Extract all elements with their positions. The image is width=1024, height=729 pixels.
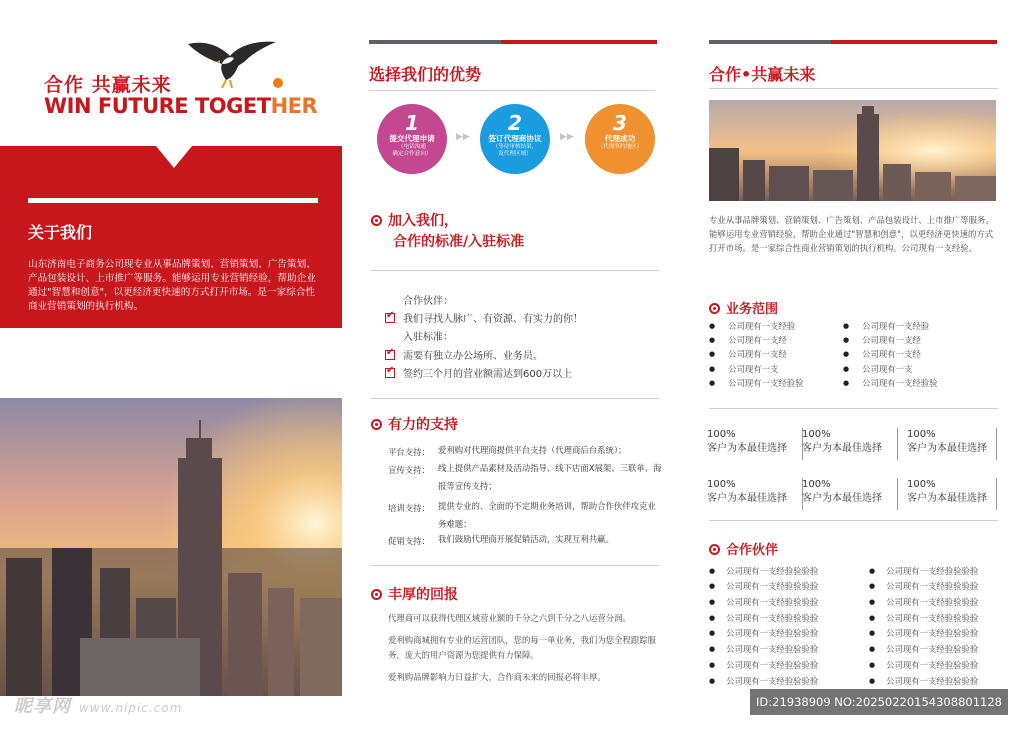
support-key: 促销支持： (388, 536, 430, 546)
stat-label: 客户为本最佳选择 (802, 493, 882, 504)
scope-heading (709, 298, 778, 317)
scope-item: ● 公司现有一支经 (843, 334, 921, 346)
step-2 (480, 104, 550, 174)
step-title: 提交代理申请 (389, 134, 435, 143)
join-line-check (385, 347, 543, 362)
orange-dot (273, 78, 283, 88)
about-notch (156, 146, 192, 168)
step-title: 代理成功 (604, 134, 636, 143)
return-paragraph: 代理商可以获得代理区域营业额的千分之六到千分之八运营分润。 (388, 613, 631, 623)
panel3-title-dot: • (741, 65, 752, 84)
step-title: 签订代理商协议 (488, 134, 542, 143)
return-heading (371, 584, 458, 604)
panel3-title (709, 62, 815, 85)
step-sub: （等待审核结果， (492, 144, 538, 150)
stat-label: 客户为本最佳选择 (802, 443, 882, 454)
join-line-text: 我们寻找人脉广、有资源、有实力的你！ (403, 314, 583, 325)
scope-item: ● 公司现有一支经验验 (843, 377, 937, 389)
panel3-title-a: 合作 (709, 65, 742, 84)
join-line: 合作伙伴： (403, 296, 453, 307)
ring-bullet-icon (709, 544, 720, 555)
support-value: 提供专业的、全面的不定期业务培训，帮助合作伙伴攻克业务难题； (438, 501, 656, 529)
partner-item: ● 公司现有一支经验验验验 (869, 627, 978, 639)
join-heading (371, 210, 458, 230)
partner-item: ● 公司现有一支经验验验验 (869, 643, 978, 655)
step-sub: （电话沟通 (398, 144, 426, 150)
stat-value: 100% (907, 479, 936, 490)
partner-item: ● 公司现有一支经验验验验 (709, 659, 818, 671)
join-line-check (385, 365, 572, 380)
city-skyline-image (709, 100, 996, 201)
panel1-subtitle-main: WIN FUTURE TOGET (44, 94, 271, 118)
watermark (14, 692, 182, 718)
partner-item: ● 公司现有一支经验验验验 (709, 643, 818, 655)
stat-card (907, 478, 997, 510)
stat-label: 客户为本最佳选择 (707, 443, 787, 454)
image-id-badge: ID:21938909 NO:20250220154308801128 (750, 689, 1008, 715)
panel3-title-b: 共赢未来 (751, 65, 816, 84)
stat-value: 100% (907, 429, 936, 440)
panel2-bar-gray (369, 40, 501, 44)
step-sub: 确定合作意向） (392, 151, 432, 157)
step-sub: 及代理区域） (498, 151, 532, 157)
checkbox-icon (385, 368, 395, 378)
return-heading-text: 丰厚的回报 (388, 587, 458, 603)
panel3-bar-gray (709, 40, 831, 44)
divider (709, 88, 998, 89)
stat-card (707, 478, 803, 510)
stat-value: 100% (707, 429, 736, 440)
step-3 (585, 104, 655, 174)
panel1-title: 合作 共赢未来 (44, 74, 172, 96)
divider (371, 398, 659, 399)
partners-heading-text: 合作伙伴 (726, 543, 779, 558)
support-key: 培训支持： (388, 503, 430, 513)
divider (371, 565, 659, 566)
partner-item: ● 公司现有一支经验验验验 (709, 565, 818, 577)
stat-card (802, 428, 898, 460)
step-sub: （代理签约地区） (597, 144, 643, 150)
return-paragraph: 爱利购商城拥有专业的运营团队，您的每一单业务，我们为您全程跟踪服务，庞大的用户资源为您提供有力保障。 (388, 635, 656, 660)
stat-value: 100% (802, 479, 831, 490)
divider (371, 270, 659, 271)
support-key: 宣传支持： (388, 465, 430, 475)
divider (369, 90, 655, 91)
stat-value: 100% (802, 429, 831, 440)
stat-label: 客户为本最佳选择 (707, 493, 787, 504)
step-number: 2 (508, 111, 522, 135)
partner-item: ● 公司现有一支经验验验验 (869, 612, 978, 624)
scope-item: ● 公司现有一支经验 (709, 320, 795, 332)
watermark-logo: 昵享网 (14, 696, 71, 717)
join-heading-1: 加入我们， (388, 213, 458, 229)
stat-label: 客户为本最佳选择 (907, 443, 987, 454)
support-key: 平台支持： (388, 447, 430, 457)
divider (709, 520, 998, 521)
stat-card (802, 478, 898, 510)
scope-item: ● 公司现有一支 (709, 363, 778, 375)
partner-item: ● 公司现有一支经验验验验 (709, 675, 818, 687)
divider (709, 408, 998, 409)
stat-value: 100% (707, 479, 736, 490)
panel3-bar-red (831, 40, 997, 44)
join-line-text: 需要有独立办公场所、业务员。 (403, 351, 543, 362)
checkbox-icon (385, 313, 395, 323)
chevron-right-icon: ▶▶ (456, 132, 470, 142)
partner-item: ● 公司现有一支经验验验验 (709, 580, 818, 592)
partner-item: ● 公司现有一支经验验验验 (869, 675, 978, 687)
scope-item: ● 公司现有一支经 (843, 348, 921, 360)
stat-card (707, 428, 803, 460)
partner-item: ● 公司现有一支经验验验验 (869, 596, 978, 608)
step-number: 3 (613, 111, 627, 135)
scope-item: ● 公司现有一支经 (709, 348, 787, 360)
return-paragraph: 爱利购品牌影响力日益扩大，合作商未来的回报必将丰厚。 (388, 672, 606, 682)
city-skyline-image (0, 398, 342, 696)
scope-heading-text: 业务范围 (726, 302, 779, 317)
ring-bullet-icon (371, 215, 382, 226)
ring-bullet-icon (709, 303, 720, 314)
join-line-check (385, 310, 583, 325)
step-1 (377, 104, 447, 174)
stat-card (907, 428, 997, 460)
checkbox-icon (385, 350, 395, 360)
scope-item: ● 公司现有一支经 (709, 334, 787, 346)
panel1-subtitle-tail: HER (270, 94, 318, 118)
panel3-intro: 专业从事品牌策划、营销策划、广告策划、产品包装设计、上市推广等服务。能够运用专业营销经验，帮助企业通过"智慧和创意"，以更经济更快速的方式打开市场。是一家综合性商业营销策划的执行机构。公司现有一支经验。 (709, 215, 994, 253)
step-number: 1 (405, 111, 419, 135)
stat-label: 客户为本最佳选择 (907, 493, 987, 504)
about-title: 关于我们 (28, 223, 93, 242)
partner-item: ● 公司现有一支经验验验验 (709, 627, 818, 639)
panel2-title: 选择我们的优势 (369, 65, 482, 84)
ring-bullet-icon (371, 589, 382, 600)
chevron-right-icon: ▶▶ (560, 132, 574, 142)
support-value: 线上提供产品素材及活动指导、线下店面X展架、三联单、海报等宣传支持； (438, 463, 662, 491)
scope-item: ● 公司现有一支 (843, 363, 912, 375)
about-divider (28, 198, 318, 203)
join-heading-2: 合作的标准/入驻标准 (393, 234, 525, 250)
panel1-subtitle (44, 94, 317, 118)
ring-bullet-icon (371, 419, 382, 430)
scope-item: ● 公司现有一支经验验 (709, 377, 803, 389)
join-line-text: 签约三个月的营业额需达到600万以上 (403, 369, 573, 380)
partner-item: ● 公司现有一支经验验验验 (709, 596, 818, 608)
support-heading (371, 414, 458, 434)
partner-item: ● 公司现有一支经验验验验 (869, 580, 978, 592)
support-heading-text: 有力的支持 (388, 417, 458, 433)
scope-item: ● 公司现有一支经验 (843, 320, 929, 332)
support-value: 爱利购对代理商提供平台支持（代理商后台系统）； (438, 445, 627, 455)
partner-item: ● 公司现有一支经验验验验 (869, 565, 978, 577)
partner-item: ● 公司现有一支经验验验验 (869, 659, 978, 671)
eagle-icon (186, 38, 278, 90)
watermark-url: www.nipic.com (79, 701, 183, 715)
join-line: 入驻标准： (403, 332, 453, 343)
support-value: 我们鼓励代理商开展促销活动，实现互利共赢。 (438, 534, 614, 544)
partners-heading (709, 539, 778, 558)
about-text: 山东济南电子商务公司现专业从事品牌策划、营销策划、广告策划、产品包装设计、上市推广等服务。能够运用专业营销经验，帮助企业通过"智慧和创意"，以更经济更快速的方式打开市场。是一家综合性商业营销策划的执行机构。 (28, 259, 316, 312)
panel2-bar-red (501, 40, 657, 44)
partner-item: ● 公司现有一支经验验验验 (709, 612, 818, 624)
